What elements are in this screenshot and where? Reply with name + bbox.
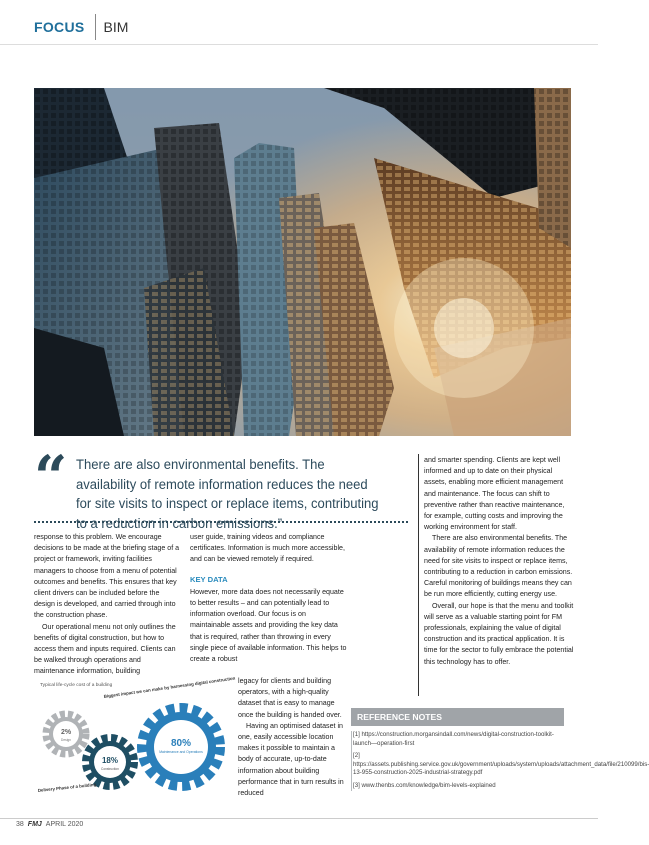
pull-quote-rule bbox=[34, 521, 408, 523]
quote-mark-icon: “ bbox=[34, 443, 68, 511]
gear-construction-icon bbox=[86, 738, 134, 786]
section-header bbox=[34, 12, 128, 42]
footer-info bbox=[16, 821, 83, 828]
topic-label: BIM bbox=[103, 19, 129, 35]
gear-design-label: Design bbox=[61, 738, 71, 742]
reference-item[interactable]: [3] www.thenbs.com/knowledge/bim-levels-explained bbox=[353, 781, 496, 789]
body-paragraph: Overall, our hope is that the menu and toolkit will serve as a valuable starting point for FM professionals, explaining the value of digital construction and its practical application. It is time for the sector to fully embrace the potential this technology has to offer. bbox=[424, 601, 574, 666]
column-divider bbox=[418, 454, 419, 696]
gear-maintenance-icon bbox=[142, 708, 220, 786]
body-paragraph: Having an optimised dataset in one, easily accessible location makes it possible to maintain a body of accurate, up-to-date information about building performance that in turn results in reduced bbox=[238, 721, 344, 798]
body-column-2 bbox=[190, 532, 348, 665]
hero-image-skyscrapers bbox=[34, 88, 571, 436]
page-number: 38 bbox=[16, 821, 24, 828]
gear-construction-label: Construction bbox=[101, 767, 119, 771]
body-paragraph: However, more data does not necessarily equate to better results – and can potentially lead to information overload. Our focus is on maintainable assets and providing the key data that is required, rather than throwing in every single piece of available information. This helps to create a robust bbox=[190, 587, 347, 664]
gear-construction-value: 18% bbox=[101, 756, 119, 765]
subheading-key-data: KEY DATA bbox=[190, 574, 228, 584]
body-column-1 bbox=[34, 532, 182, 678]
footer-rule bbox=[0, 818, 598, 819]
header-rule bbox=[0, 44, 598, 45]
page-footer bbox=[0, 818, 598, 830]
gear-design-value: 2% bbox=[60, 729, 72, 736]
infographic-caption: Typical life-cycle cost of a building bbox=[40, 683, 113, 688]
body-column-3 bbox=[424, 455, 574, 668]
reference-item[interactable]: [2] https://assets.publishing.service.gov.uk/government/uploads/system/uploads/attachment_data/file/210099/bis-13-955-construction-2025-industrial-strategy.pdf bbox=[353, 752, 649, 777]
gear-design-icon bbox=[46, 714, 86, 754]
magazine-logo: FMJ bbox=[27, 821, 42, 828]
header-divider bbox=[95, 14, 96, 40]
infographic-note-bottom: Delivery Phase of a building bbox=[37, 781, 97, 793]
issue-date: APRIL 2020 bbox=[45, 821, 84, 828]
reference-notes-box bbox=[351, 708, 649, 795]
body-paragraph: user guide, training videos and compliance certificates. Information is much more accessible, and can be viewed remotely if required. bbox=[190, 533, 345, 564]
section-label: FOCUS bbox=[34, 19, 85, 35]
body-paragraph: legacy for clients and building operators, with a high-quality dataset that is easy to manage once the building is handed over. bbox=[238, 677, 342, 719]
infographic-note-top: Biggest impact we can make by harnessing digital construction bbox=[103, 675, 236, 699]
body-paragraph: Our operational menu not only outlines the benefits of digital construction, but how to access them and inputs required. Clients can be walked through operations and maintenance information, building bbox=[34, 622, 176, 676]
gear-maintenance-label: Maintenance and Operations bbox=[159, 750, 203, 754]
pull-quote: There are also environmental benefits. The availability of remote information reduces the need for site visits to inspect or replace items, contributing to a reduction in carbon emissions.” bbox=[76, 457, 379, 532]
reference-list bbox=[351, 731, 649, 791]
body-paragraph: and smarter spending. Clients are kept well informed and up to date on their physical assets, enabling more efficient management and maintenance. The focus can shift to preventive rather than reactive maintenance, for example, cutting costs and improving the working environment for staff. bbox=[424, 456, 565, 532]
body-column-2-continued bbox=[238, 676, 350, 799]
gear-maintenance-value: 80% bbox=[170, 738, 192, 749]
reference-item[interactable]: [1] https://construction.morgansindall.com/news/digital-construction-toolkit-launch—operation-first bbox=[353, 731, 554, 747]
reference-notes-heading: REFERENCE NOTES bbox=[351, 708, 564, 726]
body-paragraph: response to this problem. We encourage decisions to be made at the briefing stage of a project or framework, inviting facilities managers to choose from a menu of potential outcomes and benefits. This ensures that key client drivers can be included before the design is developed, and carried through into the construction phase. bbox=[34, 533, 180, 620]
body-paragraph: There are also environmental benefits. The availability of remote information reduces the need for site visits to inspect or replace items, contributing to a reduction in carbon emissions. Careful monitoring of buildings means they can be run more efficiently, cutting energy use. bbox=[424, 534, 573, 599]
